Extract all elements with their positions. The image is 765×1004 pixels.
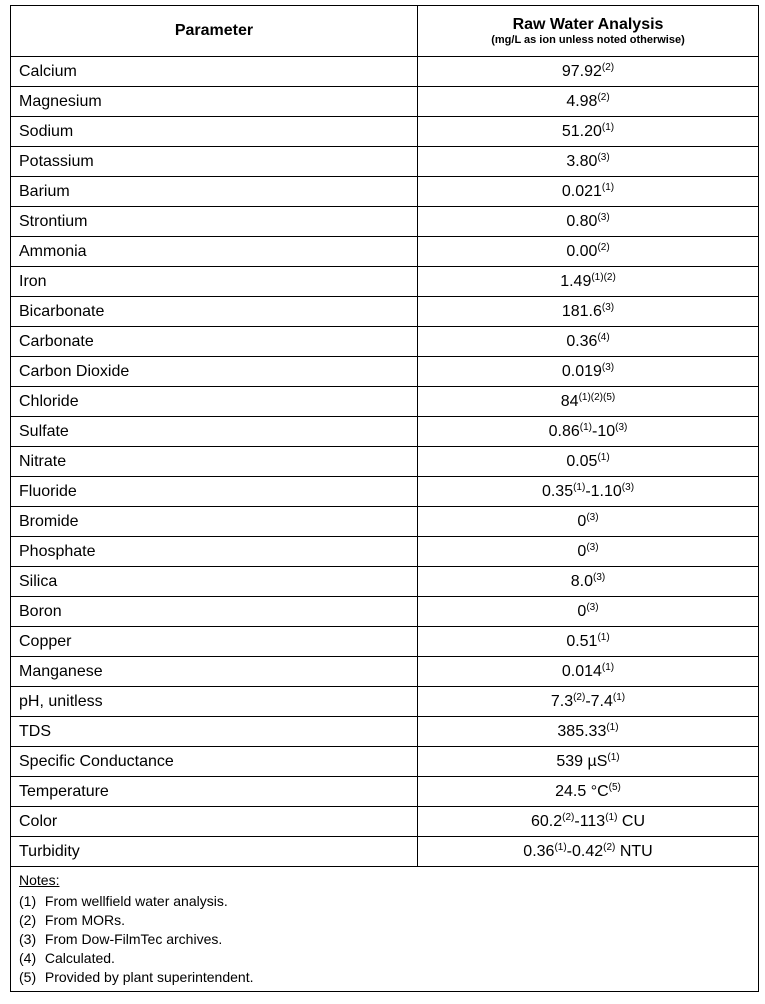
- value-text: 0.014: [561, 662, 602, 680]
- value-text: 0.36: [523, 842, 555, 860]
- parameter-value: [418, 207, 759, 237]
- parameter-name: Turbidity: [11, 837, 418, 867]
- footnote-ref: (1): [573, 481, 586, 493]
- parameter-name: Carbonate: [11, 327, 418, 357]
- table-row: [11, 717, 759, 747]
- table-row: [11, 147, 759, 177]
- note-item: [19, 892, 750, 911]
- table-row: [11, 597, 759, 627]
- footnote-ref: (3): [597, 211, 610, 223]
- table-row: [11, 777, 759, 807]
- table-row: [11, 357, 759, 387]
- note-text: From MORs.: [44, 912, 125, 928]
- note-number: (2): [19, 912, 37, 928]
- parameter-value: [418, 507, 759, 537]
- notes-row: [11, 867, 759, 992]
- parameter-name: Boron: [11, 597, 418, 627]
- value-text: 60.2: [530, 812, 563, 830]
- table-row: [11, 177, 759, 207]
- parameter-name: Manganese: [11, 657, 418, 687]
- value-text: -113: [574, 812, 606, 830]
- table-body: [11, 57, 759, 867]
- table-row: [11, 687, 759, 717]
- table-row: [11, 657, 759, 687]
- table-row: [11, 567, 759, 597]
- footnote-ref: (3): [615, 421, 628, 433]
- header-row: [11, 6, 759, 57]
- parameter-value: [418, 657, 759, 687]
- parameter-name: Bromide: [11, 507, 418, 537]
- value-text: 0.05: [566, 452, 598, 470]
- value-text: 24.5 °C: [555, 782, 609, 800]
- value-text: 0.80: [566, 212, 598, 230]
- parameter-value: [418, 717, 759, 747]
- parameter-value: [418, 567, 759, 597]
- value-text: -0.42: [566, 842, 604, 860]
- parameter-value: [418, 837, 759, 867]
- parameter-value: [418, 357, 759, 387]
- table-row: [11, 327, 759, 357]
- parameter-value: [418, 117, 759, 147]
- table-row: [11, 447, 759, 477]
- parameter-value: [418, 447, 759, 477]
- parameter-name: Sodium: [11, 117, 418, 147]
- note-item: [19, 949, 750, 968]
- parameter-value: [418, 147, 759, 177]
- table-row: [11, 237, 759, 267]
- parameter-name: Temperature: [11, 777, 418, 807]
- parameter-value: [418, 597, 759, 627]
- parameter-value: [418, 417, 759, 447]
- footnote-ref: (1): [601, 181, 615, 193]
- parameter-name: Magnesium: [11, 87, 418, 117]
- table-row: [11, 807, 759, 837]
- footnote-ref: (2): [597, 241, 610, 253]
- footnote-ref: (3): [586, 541, 599, 553]
- footnote-ref: (1): [597, 451, 610, 463]
- footnote-ref: (2): [603, 841, 616, 853]
- note-item: [19, 968, 750, 987]
- footnote-ref: (1): [612, 691, 626, 703]
- note-item: [19, 911, 750, 930]
- footnote-ref: (1): [605, 811, 618, 823]
- parameter-name: Silica: [11, 567, 418, 597]
- value-text: 181.6: [561, 302, 602, 320]
- footnote-ref: (3): [586, 511, 599, 523]
- value-column-header: [418, 6, 759, 57]
- notes-list: [19, 892, 750, 987]
- footnote-ref: (1): [607, 751, 620, 763]
- parameter-name: Barium: [11, 177, 418, 207]
- table-row: [11, 297, 759, 327]
- value-text: 0.00: [566, 242, 598, 260]
- footnote-ref: (3): [601, 301, 615, 313]
- footnote-ref: (1): [597, 631, 610, 643]
- value-text: 0.35: [541, 482, 574, 500]
- value-text: 4.98: [566, 92, 598, 110]
- parameter-value: [418, 57, 759, 87]
- value-text: 7.3: [550, 692, 574, 710]
- footnote-ref: (2): [597, 91, 610, 103]
- value-text: 0: [577, 512, 587, 530]
- value-text: 0.021: [561, 182, 602, 200]
- value-text: 0.019: [561, 362, 602, 380]
- value-text: 97.92: [561, 62, 602, 80]
- parameter-value: [418, 747, 759, 777]
- footnote-ref: (1)(2): [591, 271, 616, 283]
- footnote-ref: (1): [579, 421, 592, 433]
- parameter-name: Ammonia: [11, 237, 418, 267]
- footnote-ref: (1): [601, 121, 615, 133]
- value-text: 0.86: [548, 422, 580, 440]
- table-row: [11, 837, 759, 867]
- parameter-name: Iron: [11, 267, 418, 297]
- table-row: [11, 87, 759, 117]
- parameter-value: [418, 267, 759, 297]
- note-number: (1): [19, 893, 37, 909]
- water-analysis-document: [10, 5, 758, 992]
- table-row: [11, 627, 759, 657]
- value-text: 0.36: [566, 332, 598, 350]
- parameter-name: Strontium: [11, 207, 418, 237]
- note-text: From Dow-FilmTec archives.: [44, 931, 223, 947]
- parameter-name: Fluoride: [11, 477, 418, 507]
- parameter-name: Sulfate: [11, 417, 418, 447]
- table-row: [11, 417, 759, 447]
- value-text: -7.4: [585, 692, 613, 710]
- parameter-name: Calcium: [11, 57, 418, 87]
- value-text: 1.49: [560, 272, 592, 290]
- note-text: Calculated.: [44, 950, 115, 966]
- notes-title: Notes:: [19, 872, 60, 888]
- parameter-name: Potassium: [11, 147, 418, 177]
- parameter-value: [418, 297, 759, 327]
- parameter-value: [418, 537, 759, 567]
- note-item: [19, 930, 750, 949]
- value-text: 51.20: [561, 122, 602, 140]
- table-row: [11, 477, 759, 507]
- parameter-value: [418, 687, 759, 717]
- footnote-ref: (1): [554, 841, 567, 853]
- footnote-ref: (3): [597, 151, 610, 163]
- parameter-name: pH, unitless: [11, 687, 418, 717]
- footnote-ref: (2): [562, 811, 575, 823]
- table-row: [11, 57, 759, 87]
- parameter-value: [418, 387, 759, 417]
- parameter-value: [418, 627, 759, 657]
- value-text: 3.80: [566, 152, 598, 170]
- footnote-ref: (5): [608, 781, 621, 793]
- parameter-value: [418, 807, 759, 837]
- footnote-ref: (3): [621, 481, 635, 493]
- note-number: (3): [19, 931, 37, 947]
- parameter-value: [418, 87, 759, 117]
- parameter-name: Carbon Dioxide: [11, 357, 418, 387]
- table-row: [11, 747, 759, 777]
- footnote-ref: (3): [601, 361, 615, 373]
- table-row: [11, 507, 759, 537]
- parameter-value: [418, 327, 759, 357]
- value-text: 539 µS: [556, 752, 608, 770]
- value-text: -1.10: [585, 482, 622, 500]
- parameter-name: Nitrate: [11, 447, 418, 477]
- notes-cell: [11, 867, 759, 992]
- value-text: CU: [617, 812, 645, 830]
- parameter-name: Chloride: [11, 387, 418, 417]
- note-text: From wellfield water analysis.: [44, 893, 228, 909]
- footnote-ref: (2): [601, 61, 615, 73]
- value-text: NTU: [615, 842, 653, 860]
- note-text: Provided by plant superintendent.: [44, 969, 254, 985]
- value-header-title: Raw Water Analysis: [512, 15, 664, 33]
- parameter-column-header: Parameter: [11, 6, 418, 57]
- footnote-ref: (1): [606, 721, 619, 733]
- table-row: [11, 207, 759, 237]
- value-header-subtitle: (mg/L as ion unless noted otherwise): [491, 33, 685, 46]
- footnote-ref: (4): [597, 331, 610, 343]
- value-text: 84: [560, 392, 579, 410]
- parameter-name: Color: [11, 807, 418, 837]
- parameter-name: TDS: [11, 717, 418, 747]
- footnote-ref: (3): [593, 571, 606, 583]
- parameter-value: [418, 177, 759, 207]
- parameter-name: Bicarbonate: [11, 297, 418, 327]
- parameter-value: [418, 237, 759, 267]
- value-text: -10: [592, 422, 616, 440]
- value-text: 0: [577, 602, 587, 620]
- value-text: 8.0: [570, 572, 593, 590]
- footnote-ref: (2): [573, 691, 586, 703]
- footnote-ref: (1)(2)(5): [578, 391, 616, 403]
- note-number: (4): [19, 950, 37, 966]
- table-row: [11, 387, 759, 417]
- note-number: (5): [19, 969, 37, 985]
- table-row: [11, 117, 759, 147]
- water-analysis-table: [10, 5, 759, 992]
- table-row: [11, 267, 759, 297]
- footnote-ref: (1): [601, 661, 615, 673]
- parameter-name: Specific Conductance: [11, 747, 418, 777]
- table-row: [11, 537, 759, 567]
- value-text: 0.51: [566, 632, 598, 650]
- value-text: 0: [577, 542, 587, 560]
- footnote-ref: (3): [586, 601, 599, 613]
- parameter-name: Copper: [11, 627, 418, 657]
- value-text: 385.33: [557, 722, 607, 740]
- parameter-value: [418, 477, 759, 507]
- parameter-name: Phosphate: [11, 537, 418, 567]
- parameter-value: [418, 777, 759, 807]
